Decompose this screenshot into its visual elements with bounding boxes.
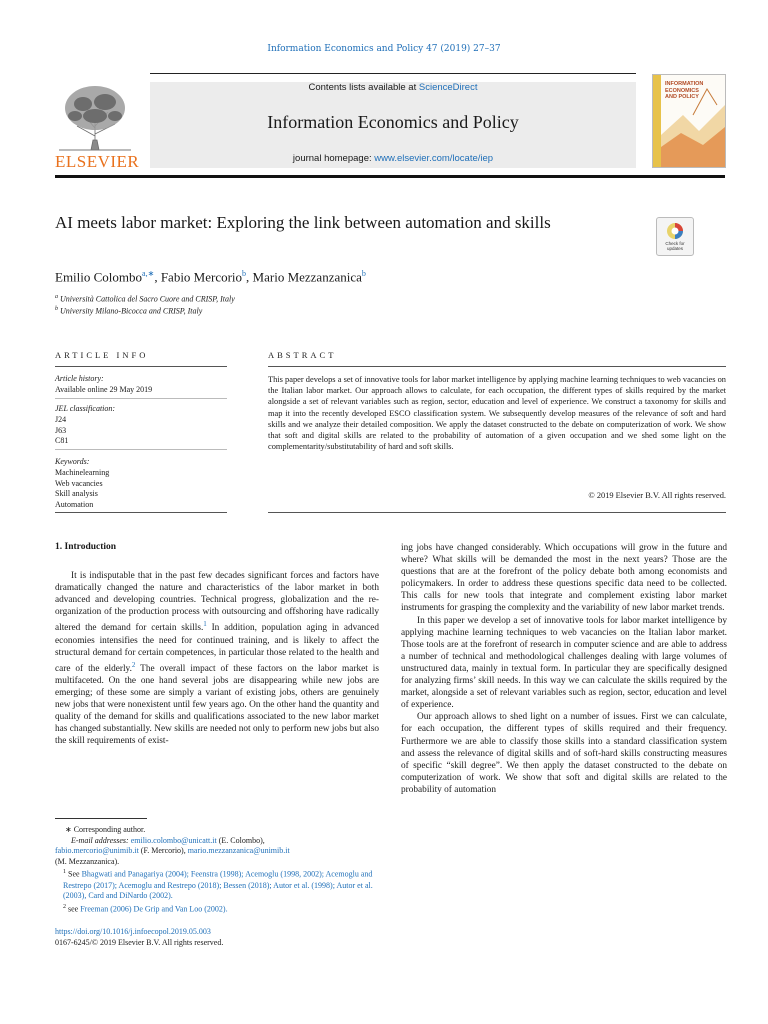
jel-code: C81	[55, 436, 69, 446]
author-affiliation-mark[interactable]: b	[361, 269, 366, 278]
cover-title	[665, 81, 723, 101]
author-name: Emilio Colombo	[55, 269, 143, 285]
check-for-updates-button[interactable]	[656, 217, 694, 256]
journal-title: Information Economics and Policy	[267, 112, 519, 132]
jel-classification	[55, 404, 227, 447]
paragraph-text: In addition, population aging in advanced economies intensifies the need for continued training, and is likely to affect the structural demand for certain competences, in particular those related to the health and care of the elderly.	[55, 623, 379, 674]
cover-title-line-1: INFORMATION	[665, 81, 704, 87]
footnote-2	[55, 902, 379, 915]
reference-links[interactable]: Bhagwati and Panagariya (2004); Feenstra (1998); Acemoglu (1998, 2002); Acemoglu and Restrepo (2017); Acemoglu and Restrepo (2018); Bessen (2018); Autor et al. (1998); Autor et al. (2003), Card and DiNardo (2002).	[63, 870, 373, 901]
email-owner-line: (M. Mezzanzanica).	[55, 856, 120, 866]
abstract-text: This paper develops a set of innovative tools for labor market intelligence by applying machine learning techniques to web vacancies on the Italian labor market. Our approach allows to calculate, for each occupation, the different types of skills required by the market alongside a set of relevant variables such as region, sector, education and level of experience. We construct a taxonomy for skills and map it into the recently developed ESCO classification system. We subsequently develop measures of the relevance of soft and hard skills and we analyze their detailed composition. We apply the dataset constructed to the debate on computerization of work. We show that soft and digital skills are related to the probability of automation of a given occupation and we shed some light on the complementarity/substitutability of hard and soft skills.	[268, 375, 726, 452]
issn-copyright: 0167-6245/© 2019 Elsevier B.V. All rights reserved.	[55, 938, 224, 947]
author-list: Emilio Colombo$^{a,∗}$, Fabio Mercorio$^b$, Mario Mezzanzanica$^b$	[55, 269, 366, 285]
body-column-left	[55, 570, 379, 748]
article-history	[55, 374, 227, 396]
footnote-ref[interactable]: 1	[203, 620, 207, 629]
email-link[interactable]: fabio.mercorio@unimib.it	[55, 846, 139, 856]
affiliation	[55, 294, 235, 304]
paragraph-text: It is indisputable that in the past few decades significant forces and factors have dramatically changed the nature and characteristics of the labor market in both advanced and developing countries. Technical progress, globalization and the re-organization of the production process with outsourcing and offshoring have radically altered the demand for certain skills.	[55, 571, 379, 634]
footnote-prefix: see	[68, 904, 81, 914]
paragraph-text: The overall impact of these factors on the labor market is multifaceted. On the one hand several jobs are disappearing while new jobs are emerging; of these some are simply a variant of existing jobs, others are genuinely new jobs that were nonexistent until few years ago. On the other hand the quantity and quality of the demand for skills and qualifications associated to the new labor market has changed substantially. New skills are needed not only to perform new jobs but also the skill requirements of exist-	[55, 663, 379, 747]
sciencedirect-link[interactable]: ScienceDirect	[418, 82, 478, 93]
header-bottom-rule	[55, 175, 725, 178]
jel-code: J63	[55, 425, 67, 435]
journal-citation-link[interactable]: Information Economics and Policy 47 (2019) 27–37	[267, 44, 501, 54]
keywords	[55, 457, 227, 511]
cover-title-line-2: ECONOMICS	[665, 87, 699, 94]
footnote-prefix: See	[68, 870, 82, 880]
section-heading-introduction: 1. Introduction	[55, 542, 117, 552]
author-name: Fabio Mercorio	[160, 269, 243, 285]
divider	[55, 512, 227, 513]
divider	[55, 366, 227, 367]
affiliation	[55, 306, 202, 316]
keyword: Web vacancies	[55, 478, 103, 488]
corresponding-author-note: ∗ Corresponding author.	[65, 825, 146, 834]
keyword: Skill analysis	[55, 489, 98, 499]
divider	[55, 449, 227, 450]
divider	[268, 512, 726, 513]
footnote-mark: 2	[63, 903, 66, 910]
journal-homepage-line	[150, 153, 636, 164]
footnote-1	[55, 867, 379, 901]
intro-paragraph	[55, 570, 379, 748]
history-label: Article history:	[55, 374, 104, 383]
affiliation-mark: b	[55, 306, 58, 312]
publisher-wordmark: ELSEVIER	[55, 152, 140, 171]
doi-link[interactable]: https://doi.org/10.1016/j.infoecopol.2019.05.003	[55, 927, 211, 936]
divider	[55, 398, 227, 399]
journal-cover-thumbnail[interactable]	[652, 74, 726, 168]
check-updates-label: Check for updates	[665, 241, 685, 251]
affiliation-text: Università Cattolica del Sacro Cuore and CRISP, Italy	[60, 294, 235, 304]
abstract-heading: ABSTRACT	[268, 350, 337, 360]
footnote-mark: 1	[63, 869, 66, 876]
email-link[interactable]: emilio.colombo@unicatt.it	[130, 835, 217, 845]
email-addresses-cont	[55, 846, 379, 857]
keyword: Automation	[55, 500, 94, 510]
author-affiliation-mark[interactable]: a,∗	[142, 269, 155, 278]
homepage-prefix: journal homepage:	[292, 153, 375, 164]
email-owner: (E. Colombo),	[216, 835, 265, 845]
header-top-rule	[150, 73, 636, 74]
email-owner: (F. Mercorio),	[138, 846, 188, 856]
journal-homepage-link[interactable]: www.elsevier.com/locate/iep	[374, 153, 494, 164]
jel-code: J24	[55, 414, 67, 424]
intro-paragraph: Our approach allows to shed light on a number of issues. First we can calculate, for each occupation, the different types of skills required and their frequency. Furthermore we are able to classify those skills into a standard classification system and assess the relevance of digital skills and of soft-hard skills constructing measures of specific “skill degree”. We then apply the dataset constructed to the debate on computerization of work. We show that soft and digital skills are related to the probability of automation	[401, 712, 727, 795]
reference-links[interactable]: Freeman (2006) De Grip and Van Loo (2002).	[80, 904, 228, 914]
contents-available-line	[150, 82, 636, 93]
abstract-copyright: © 2019 Elsevier B.V. All rights reserved.	[588, 491, 726, 500]
cover-title-line-3: AND POLICY	[665, 94, 699, 100]
author-affiliation-mark[interactable]: b	[242, 269, 247, 278]
affiliation-mark: a	[55, 294, 58, 300]
email-label: E-mail addresses:	[71, 835, 131, 845]
intro-paragraph: ing jobs have changed considerably. Which occupations will grow in the future and where? What skills will be demanded the most in the next years? Those are the questions that are at the forefront of the policy debate both among economists and policymakers. In order to address these questions specific data need to be collected. This calls for new tools that integrate and complement existing labor market instruments for grasping the complexity and the variability of new labor market trends.	[401, 543, 727, 614]
email-link[interactable]: mario.mezzanzanica@unimib.it	[187, 846, 290, 856]
keywords-label: Keywords:	[55, 457, 90, 466]
divider	[268, 366, 726, 367]
author-name: Mario Mezzanzanica	[252, 269, 362, 285]
history-value: Available online 29 May 2019	[55, 384, 153, 394]
affiliation-text: University Milano-Bicocca and CRISP, Italy	[60, 306, 203, 316]
footnotes	[55, 825, 379, 915]
body-column-right	[401, 542, 727, 796]
article-info-heading: ARTICLE INFO	[55, 350, 149, 360]
jel-label: JEL classification:	[55, 404, 116, 413]
keyword: Machinelearning	[55, 467, 110, 477]
footnote-ref[interactable]: 2	[131, 660, 136, 669]
article-title: AI meets labor market: Exploring the link between automation and skills	[55, 213, 551, 232]
footnote-rule	[55, 818, 147, 819]
intro-paragraph: In this paper we develop a set of innovative tools for labor market intelligence by applying machine learning techniques to web vacancies on the Italian labor market. Those tools are at the forefront of research in computer science and are able to address a number of technical and methodological challenges dealing with large volumes of unstructured data, mainly in textual form. In particular they are specifically designed for analyzing firms’ skill needs. In this way we can calculate the skills required by the market, alongside a set of relevant variables such as region, sector, education and level of experience.	[401, 615, 727, 711]
contents-prefix: Contents lists available at	[308, 82, 419, 93]
email-addresses	[55, 836, 379, 847]
